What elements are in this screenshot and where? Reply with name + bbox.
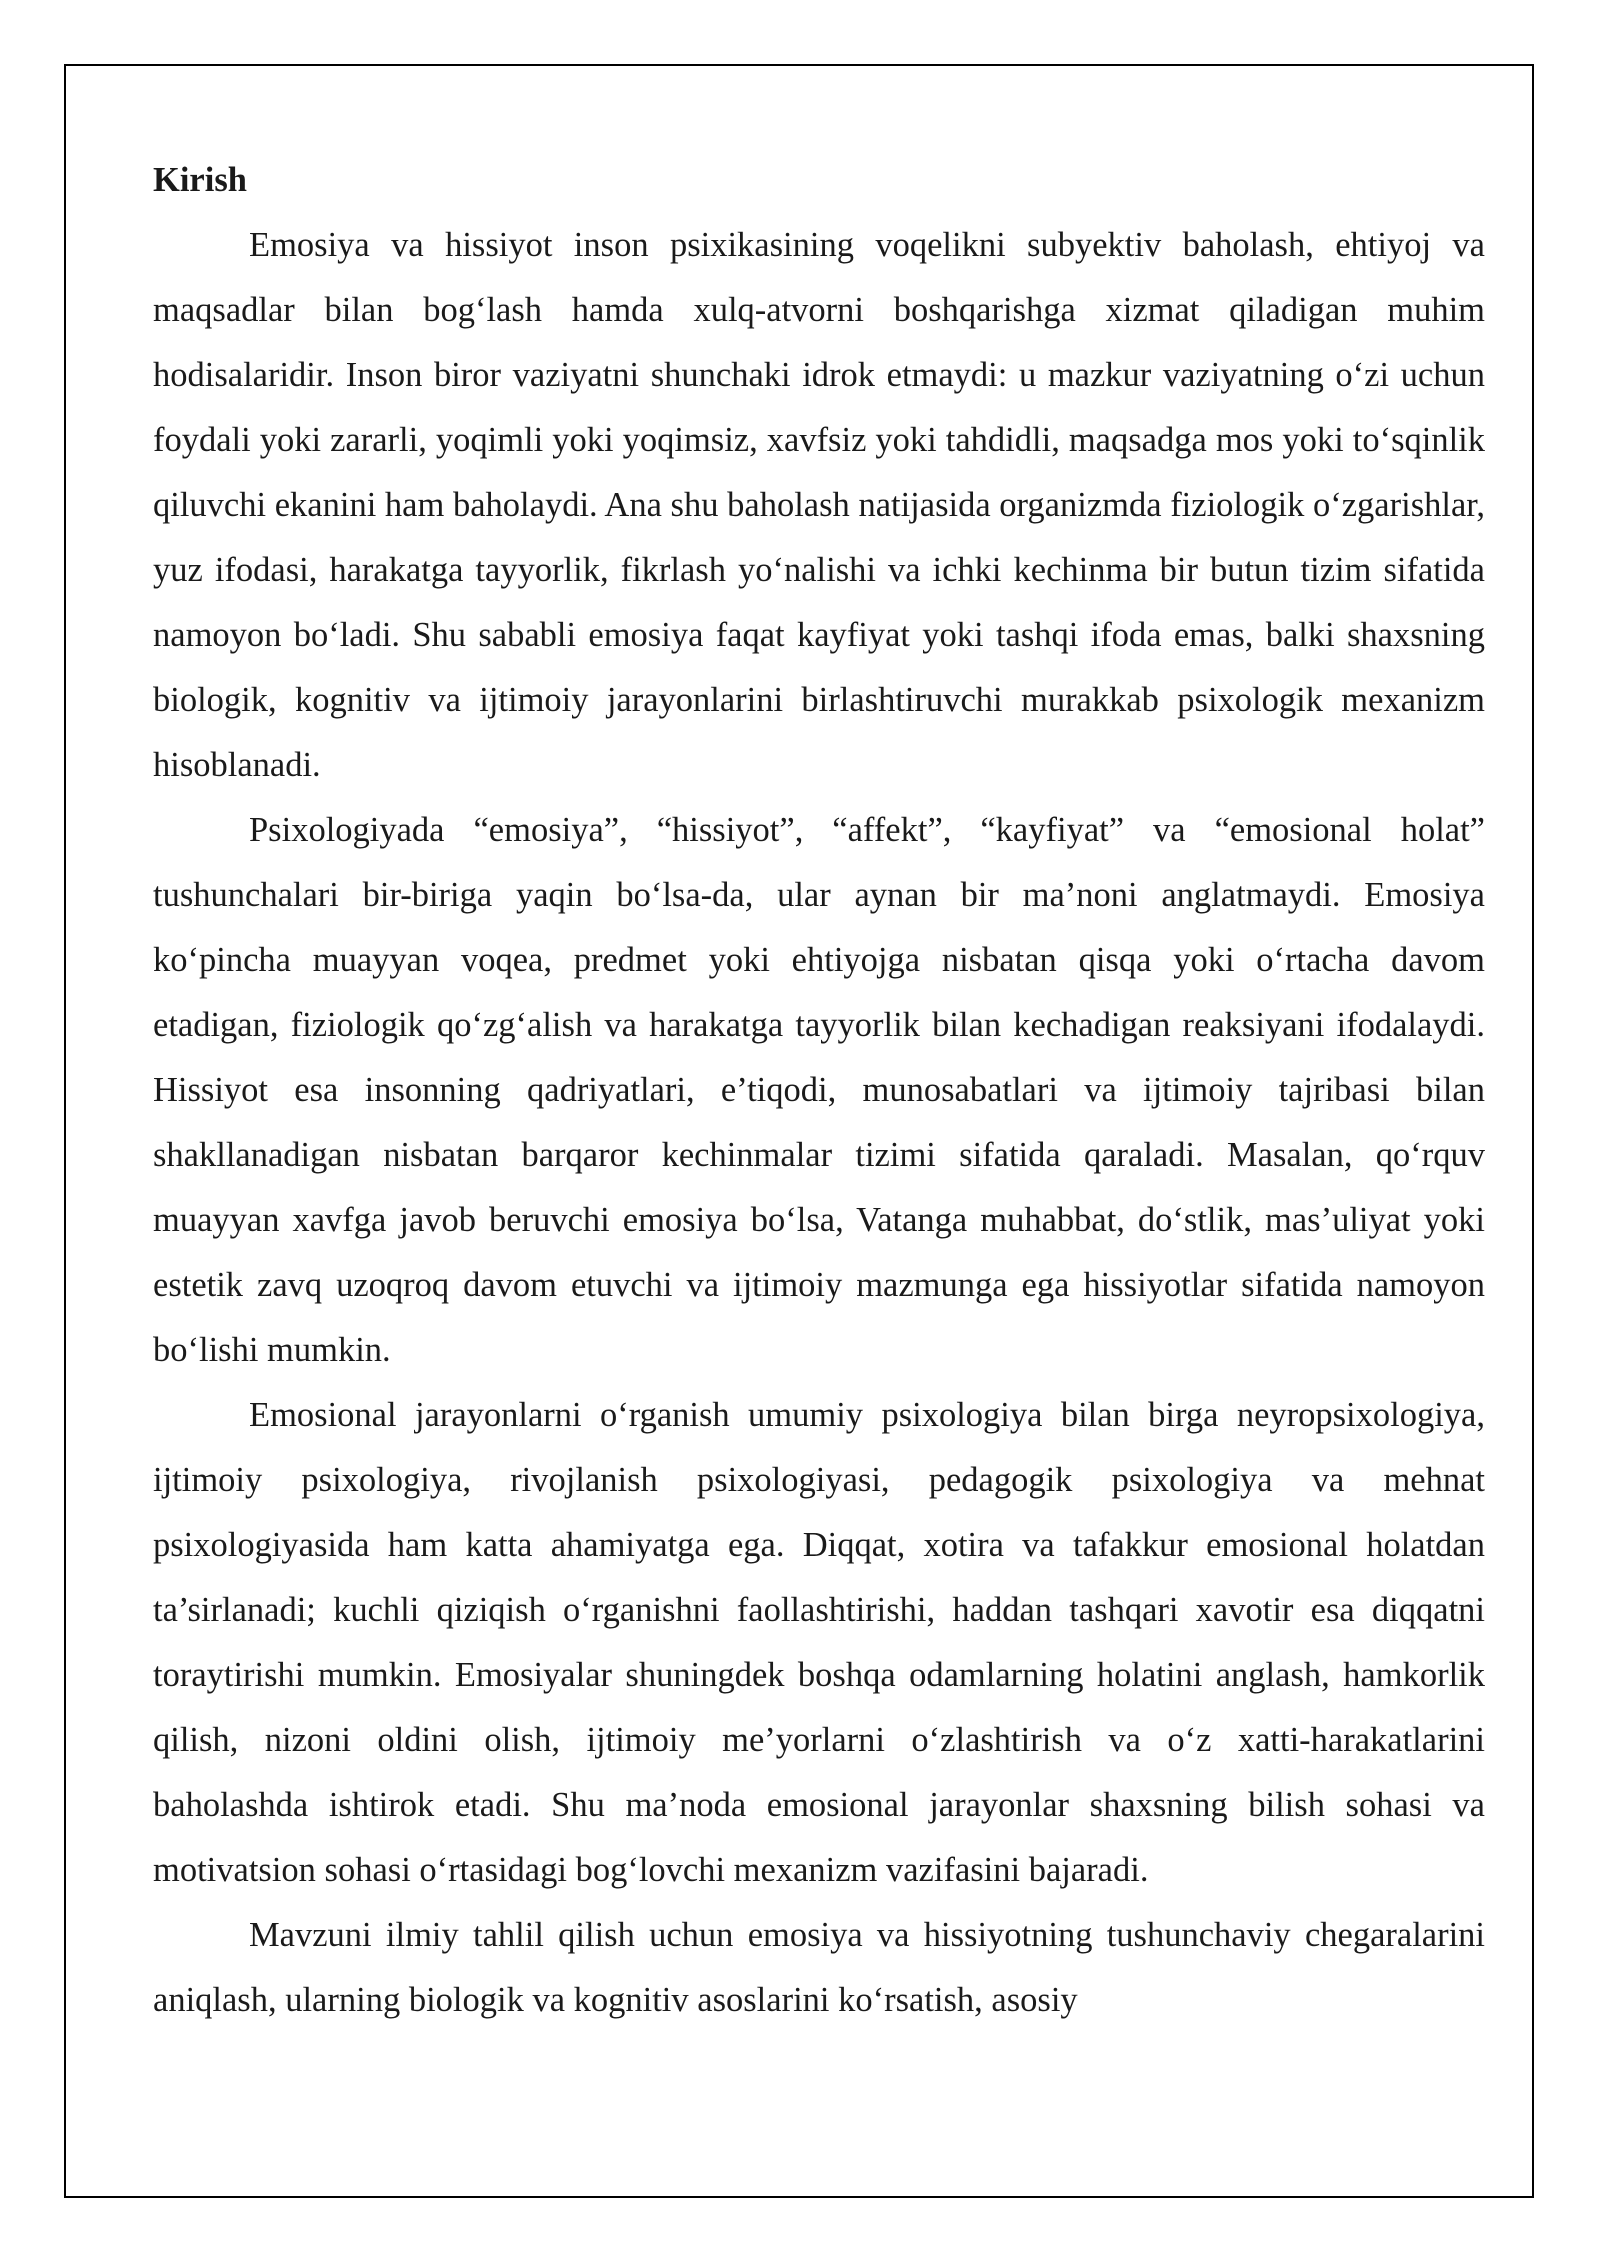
paragraph-1: Emosiya va hissiyot inson psixikasining voqelikni subyektiv baholash, ehtiyoj va maqsadlar bilan bog‘lash hamda xulq-atvorni boshqarishga xizmat qiladigan muhim hodisalaridir. Inson biror vaziyatni shunchaki idrok etmaydi: u mazkur vaziyatning o‘zi uchun foydali yoki zararli, yoqimli yoki yoqimsiz, xavfsiz yoki tahdidli, maqsadga mos yoki to‘sqinlik qiluvchi ekanini ham baholaydi. Ana shu baholash natijasida organizmda fiziologik o‘zgarishlar, yuz ifodasi, harakatga tayyorlik, fikrlash yo‘nalishi va ichki kechinma bir butun tizim sifatida namoyon bo‘ladi. Shu sababli emosiya faqat kayfiyat yoki tashqi ifoda emas, balki shaxsning biologik, kognitiv va ijtimoiy jarayonlarini birlashtiruvchi murakkab psixologik mexanizm hisoblanadi. bbox=[153, 226, 1485, 784]
document-body bbox=[153, 148, 1485, 2033]
section-heading: Kirish bbox=[153, 161, 247, 199]
paragraph-4: Mavzuni ilmiy tahlil qilish uchun emosiya va hissiyotning tushunchaviy chegaralarini aniqlash, ularning biologik va kognitiv asoslarini ko‘rsatish, asosiy bbox=[153, 1916, 1485, 2019]
paragraph-2: Psixologiyada “emosiya”, “hissiyot”, “affekt”, “kayfiyat” va “emosional holat” tushunchalari bir-biriga yaqin bo‘lsa-da, ular aynan bir ma’noni anglatmaydi. Emosiya ko‘pincha muayyan voqea, predmet yoki ehtiyojga nisbatan qisqa yoki o‘rtacha davom etadigan, fiziologik qo‘zg‘alish va harakatga tayyorlik bilan kechadigan reaksiyani ifodalaydi. Hissiyot esa insonning qadriyatlari, e’tiqodi, munosabatlari va ijtimoiy tajribasi bilan shakllanadigan nisbatan barqaror kechinmalar tizimi sifatida qaraladi. Masalan, qo‘rquv muayyan xavfga javob beruvchi emosiya bo‘lsa, Vatanga muhabbat, do‘stlik, mas’uliyat yoki estetik zavq uzoqroq davom etuvchi va ijtimoiy mazmunga ega hissiyotlar sifatida namoyon bo‘lishi mumkin. bbox=[153, 811, 1485, 1369]
paragraph-3: Emosional jarayonlarni o‘rganish umumiy psixologiya bilan birga neyropsixologiya, ijtimoiy psixologiya, rivojlanish psixologiyasi, pedagogik psixologiya va mehnat psixologiyasida ham katta ahamiyatga ega. Diqqat, xotira va tafakkur emosional holatdan ta’sirlanadi; kuchli qiziqish o‘rganishni faollashtirishi, haddan tashqari xavotir esa diqqatni toraytirishi mumkin. Emosiyalar shuningdek boshqa odamlarning holatini anglash, hamkorlik qilish, nizoni oldini olish, ijtimoiy me’yorlarni o‘zlashtirish va o‘z xatti-harakatlarini baholashda ishtirok etadi. Shu ma’noda emosional jarayonlar shaxsning bilish sohasi va motivatsion sohasi o‘rtasidagi bog‘lovchi mexanizm vazifasini bajaradi. bbox=[153, 1396, 1485, 1889]
